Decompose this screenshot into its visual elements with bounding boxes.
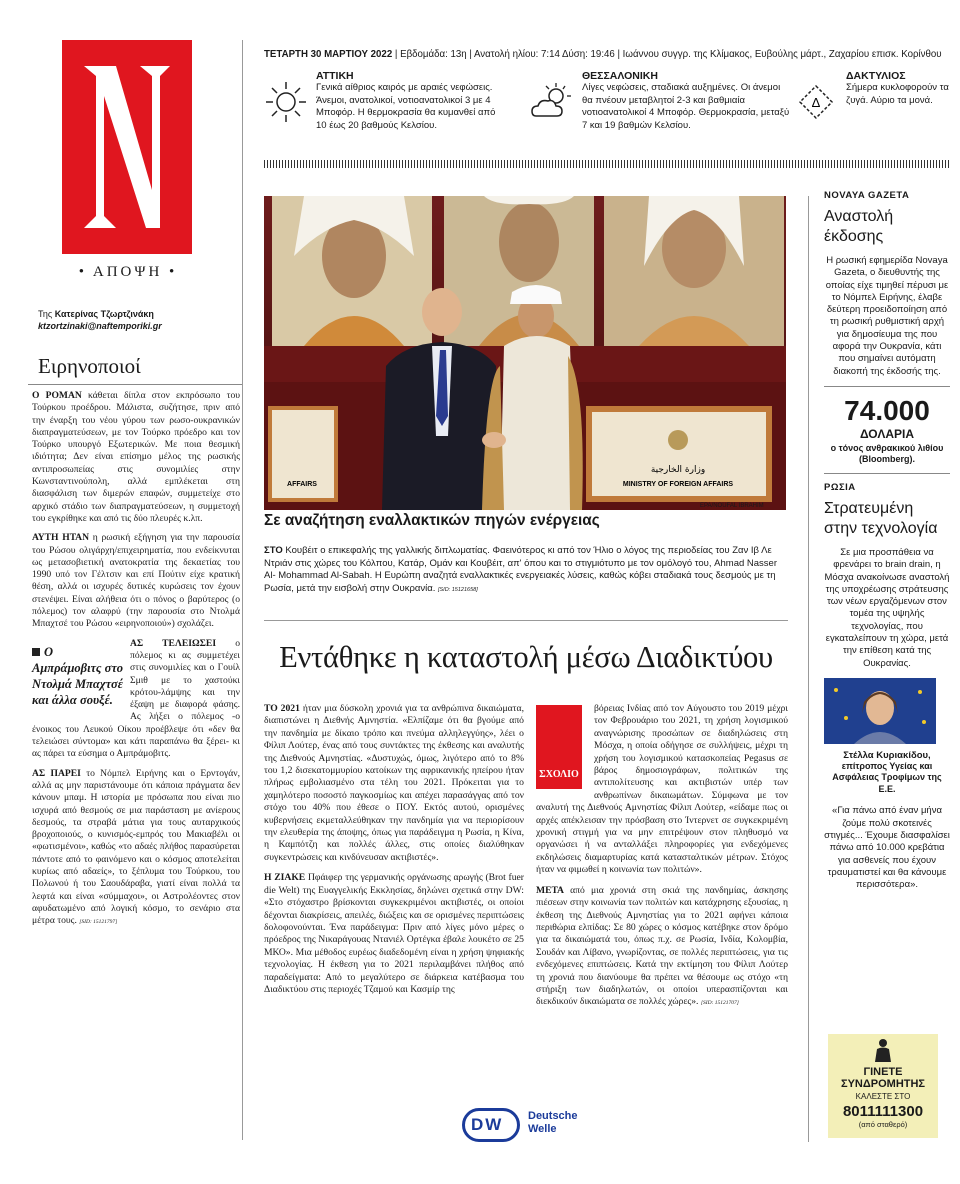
city-name: ΘΕΣΣΑΛΟΝΙΚΗ xyxy=(582,70,658,82)
sidebar-body: Η ρωσική εφημερίδα Novaya Gazeta, ο διευθυντής της οποίας είχε τιμηθεί πέρυσι με το Νόμπελ Ειρήνης, έλαβε δεύτερη προειδοποίηση από τη ρωσική ρυθμιστική αρχή για δημοσίευμα της που αφορά την Ουκρανία, κάτι που σημαίνει αυτόματη διακοπή της έκδοσής της. xyxy=(825,255,949,377)
reader-icon xyxy=(872,1038,894,1062)
lead-title: Σε αναζήτηση εναλλακτικών πηγών ενέργειας xyxy=(264,512,600,529)
logo-letter-n xyxy=(76,50,178,240)
weather-strip xyxy=(264,70,950,156)
stat-unit: ΔΟΛΑΡΙΑ xyxy=(860,426,914,441)
forecast-text: Σήμερα κυκλοφορούν τα ζυγά. Αύριο τα μονά. xyxy=(846,82,949,106)
sidebar-title: Αναστολή έκδοσης xyxy=(824,208,894,245)
sidebar-body: Σε μια προσπάθεια να φρενάρει το brain drain, η Μόσχα ανακοίνωσε αναστολή της υποχρέωσης στράτευσης των νέων εργαζόμενων στον τομέα της υψηλής τεχνολογίας, που εγκαταλείπουν τη χώρα, μετά την επίθεση κατά της Ουκρανίας. xyxy=(824,546,950,669)
photo-illustration xyxy=(264,196,786,510)
stat-note: ο τόνος ανθρακικού λιθίου (Bloomberg). xyxy=(830,442,944,464)
banner-text: AFFAIRS xyxy=(287,481,317,488)
paragraph xyxy=(536,885,788,1010)
sidebar-title: Στρατευμένη στην τεχνολογία xyxy=(824,499,938,537)
caption-text: Κουβέιτ ο επικεφαλής της γαλλικής διπλωματίας. Φαεινότερος κι από τον Ήλιο ο λόγος της περιοδείας του Ζαν Ιβ Λε Ντριάν στις χώρες του Κόλπου, Κατάρ, Ομάν και Κουβέιτ, απ' όπου και το στιγμιότυπο με τον ομόλογό του, Ahmad Nasser Al- Mohammad Al-Sabah. Η Ευρώπη αναζητά εναλλακτικές ενεργειακές λύσεις, καθώς κόβει σταδιακά τους δεσμούς με τη Ρωσία, μετά την εισβολή στην Ουκρανία. xyxy=(264,545,777,594)
paragraph xyxy=(32,532,240,630)
paragraph-lead: Η ΖΙΑΚΕ xyxy=(264,872,306,884)
subscribe-phone[interactable]: 8011111300 xyxy=(842,1103,924,1120)
comment-label: ΣΧΟΛΙΟ xyxy=(539,769,579,780)
stat-number: 74.000 xyxy=(844,394,930,426)
sidebar-kicker: ΡΩΣΙΑ xyxy=(824,481,856,493)
author-email: ktzortzinaki@naftemporiki.gr xyxy=(38,321,162,331)
article-column-1 xyxy=(264,703,524,1004)
dw-mark xyxy=(462,1108,520,1142)
paragraph-text: κάθεται δίπλα στον εκπρόσωπο του Τούρκου προέδρου. Μάλιστα, συζήτησε, πριν από την έναρξη του νέου γύρου των ρωσο-ουκρανικών διαπραγματεύσεων, με τον Τούρκο πρόεδρο και τον Τούρκο υπουργό Εξωτερικών. Με ποια θεσμική ιδιότητα; Δεν είναι επίσημο μέλος της ρωσικής αντιπροσωπείας στις συνομιλίες στην Κωνσταντινούπολη, αλλά εμπλέκεται στη διασφάλιση των διμερών επαφών, συμμετείχε στο αρχικό στάδιο των διαπραγματεύσεων, η συμμετοχή του εγκρίθηκε και από τις δύο πλευρές κ.λπ. xyxy=(32,390,240,524)
sidebar xyxy=(824,190,950,892)
person-quote: «Για πάνω από έναν μήνα ζούμε πολύ σκοτεινές στιγμές... Έχουμε διασφαλίσει πάνω από 10.000 κρεβάτια για ασθενείς που έχουν τραυματιστεί και θα κάνουμε περισσότερα». xyxy=(824,805,950,891)
byline xyxy=(38,308,238,332)
subscribe-line: ΓΙΝΕΤΕ xyxy=(863,1066,903,1078)
sun-icon xyxy=(264,80,308,124)
dw-name-line: Welle xyxy=(528,1123,557,1135)
traffic-ring xyxy=(794,70,950,110)
portrait-illustration xyxy=(824,678,936,744)
divider xyxy=(28,384,242,385)
sun-cloud-icon xyxy=(530,80,574,124)
forecast-text: Λίγες νεφώσεις, σταδιακά αυξημένες. Οι άνεμοι θα πνέουν μεταβλητοί 2-3 και βαθμιαία νοτιοανατολικοί 4 Μποφόρ. Θερμοκρασία, μεταξύ 7 και 19 βαθμών Κελσίου. xyxy=(582,82,790,131)
paragraph xyxy=(264,872,524,996)
dw-name-line: Deutsche xyxy=(528,1110,578,1122)
divider xyxy=(824,386,950,387)
lead-photo xyxy=(264,196,786,510)
portrait-photo xyxy=(824,678,936,744)
article-column-2 xyxy=(536,703,788,1018)
divider xyxy=(264,620,788,621)
column-divider xyxy=(808,196,809,1142)
paragraph-text: το Νόμπελ Ειρήνης και ο Ερντογάν, αλλά ας μην παριστάνουμε ότι κάποια πράγματα δεν κάνουν μπαμ. Η ιστορία με πρόσωπα που είναι πιο ισχυρά από θεσμούς σε μια παράσταση με ανίερους δεσμούς, τα στραβά μάτια για τους αυταρχικούς βροχοποιούς, ο κυνισμός-εμπρός του Μακιαβέλι οι «φωτισμένοι», καθώς «το αδαές πλήθος παρασύρεται πάντοτε από το φαινόμενο και ο κόσμος αποτελείται κυρίως από αδαείς», το ξέπλυμα του Τούρκου, του Πολωνού ή του Σαουδάραβα, γιατί είναι πολλά τα λεφτά και είναι «σύμμαχοι», οι Αστρολέοντες στον αφυδατωμένο από λογική κόσμο, το σενάριο στα μέτρα τους. xyxy=(32,767,241,927)
pullquote-text: Ο Αμπράμοβιτς στο Ντολμά Μπαχτσέ και άλλα σουξέ. xyxy=(32,644,123,707)
podium-text: MINISTRY OF FOREIGN AFFAIRS xyxy=(622,481,734,488)
city-name: ΑΤΤΙΚΗ xyxy=(316,70,354,82)
lead-caption xyxy=(264,545,788,596)
story-id: [SID: 15121707] xyxy=(700,1000,739,1007)
paragraph-text: η ρωσική εξήγηση για την παρουσία του Ρώσου ολιγάρχη/επιχειρηματία, που ενδείκνυται ως μετασοβιετική ανατοκρατία της δεκαετίας του 1990 υπό τον Γέλτσιν και επί Πούτιν είχε κρατική θέση, αλλά οι ισχυρές δυτικές κυρώσεις τον έχουν στενέψει. Είναι αλήθεια ότι ο πόνος ο βαρύτερος (ο πόλεμος) τον αλαφρύ (την παρουσία στο Ντολμά Μπαχτσέ του Ρώσου «ειρηνοποιού») σχολάζει. xyxy=(32,532,240,630)
newspaper-logo xyxy=(62,40,192,254)
dateline xyxy=(264,48,950,62)
byline-prefix: Της xyxy=(38,309,53,319)
author-name: Κατερίνας Τζωρτζινάκη xyxy=(54,309,154,319)
story-id: [SID: 15121658] xyxy=(437,586,478,593)
subscribe-line: ΣΥΝΔΡΟΜΗΤΗΣ xyxy=(840,1078,926,1090)
paragraph-text: ήταν μια δύσκολη χρονιά για τα ανθρώπινα δικαιώματα, διαπιστώνει η Διεθνής Αμνηστία. «Ελπίζαμε ότι θα βγούμε από την πανδημία με δίκαιο τρόπο και πνεύμα αλληλεγγύης», λέει ο Φίλιπ Λούτερ, ένας από τους συντάκτες της έκθεσης και αναλυτής της Διεθνούς Αμνηστίας. «Δυστυχώς, όμως, λιγότερο από το 8% του 1,2 δισεκατομμυρίου κατοίκων της αφρικανικής ηπείρου ήταν πλήρως εμβολιασμένο στα τέλη του 2021. Πρόκειται για το χαμηλότερο ποσοστό παγκοσμίως και απέχει παρασάγγας από τον στόχο του 40% που έθεσε ο ΠΟΥ. Εκτός αυτού, ορισμένες κυβερνήσεις εκμεταλλεύθηκαν την πανδημία για να περιορίσουν την ελευθερία της άποψης, όπως για παράδειγμα η Ρωσία, η Κίνα, η Καμπότζη και πολλές άλλες, στις οποίες διαλύθηκαν συγκεντρώσεις και κινδύνευσαν ακτιβιστές». xyxy=(264,703,525,863)
podium-arabic: وزارة الخارجية xyxy=(650,465,706,475)
square-bullet-icon xyxy=(32,648,40,656)
pullquote xyxy=(32,644,124,708)
city-name: ΔΑΚΤΥΛΙΟΣ xyxy=(846,70,906,82)
ring-badge: Δ xyxy=(811,95,821,110)
paragraph-text: βόρειας Ινδίας από τον Αύγουστο του 2019 μέχρι τον Φεβρουάριο του 2021, τη χρήση λογισμικού αναγνώρισης προσώπων σε διαδηλώσεις στη Μόσχα, η οποία οδήγησε σε συλλήψεις, μέχρι τη χρήση του λογισμικού κατασκοπείας Pegasus σε βάρος δημοσιογράφων, πολιτικών της αντιπολίτευσης και ακτιβιστών υπέρ των ανθρωπίνων δικαιωμάτων. Σύμφωνα με τον αναλυτή της Διεθνούς Αμνηστίας Φίλιπ Λούτερ, «είδαμε πως οι αρχές απέκλεισαν την πρόσβαση στο Ίντερνετ σε συγκεκριμένη χρονική στιγμή για να μην επιτρέψουν στον πληθυσμό να οργανώσει ή να ανταλλάξει πληροφορίες για ενδεχόμενες εκδηλώσεις διαμαρτυρίας κατά κατασταλτικών μέτρων. Στόχος ήταν να φιμωθεί η κοινωνία των πολιτών». xyxy=(536,703,788,876)
subscribe-call: ΚΑΛΕΣΤΕ ΣΤΟ xyxy=(855,1092,911,1101)
subscribe-box[interactable] xyxy=(828,1034,938,1138)
dw-name xyxy=(528,1110,578,1136)
dotted-divider xyxy=(264,160,950,168)
story-id: [SID: 15121797] xyxy=(79,919,118,926)
dw-mark-text: DW xyxy=(471,1115,504,1134)
paragraph-lead: ΑΣ ΠΑΡΕΙ xyxy=(32,767,81,779)
divider xyxy=(824,473,950,474)
paragraph-lead: ΜΕΤΑ xyxy=(536,884,564,896)
opinion-title: Ειρηνοποιοί xyxy=(38,354,141,378)
paragraph-lead: Ο ΡΟΜΑΝ xyxy=(32,390,82,401)
paragraph xyxy=(264,703,524,864)
article-headline: Εντάθηκε η καταστολή μέσω Διαδικτύου xyxy=(279,640,773,674)
weather-thessaloniki xyxy=(530,70,792,132)
forecast-text: Γενικά αίθριος καιρός με αραιές νεφώσεις. Άνεμοι, ανατολικοί, νοτιοανατολικοί 3 με 4 Μποφόρ. Η θερμοκρασία θα κυμανθεί από 10 έως 20 βαθμούς Κελσίου. xyxy=(316,82,496,131)
paragraph-lead: ΑΣ ΤΕΛΕΙΩΣΕΙ xyxy=(130,637,217,649)
paragraph xyxy=(32,768,240,929)
column-divider xyxy=(242,40,243,1140)
subscribe-note: (από σταθερό) xyxy=(858,1120,908,1129)
paragraph-text: από μια χρονιά στη σκιά της πανδημίας, άσκησης πιέσεων στην κοινωνία των πολιτών και κατάχρησης εξουσίας, η έκθεση της Διεθνούς Αμνηστίας για το 2021 αφήνει κάποια περιθώρια ελπίδας: Σε 80 χώρες ο κόσμος κατέβηκε στον δρόμο για τα δικαιώματά του, όπως π.χ. σε Ρωσία, Ινδία, Κολομβία, Σουδάν και Λίβανο, γνωρίζοντας, σε πολλές περιπτώσεις, για τις ενδεχόμενες επιπτώσεις. Κατά την εκτίμηση του Φίλιπ Λούτερ τη χρονιά που διανύουμε θα πρέπει να θέσουμε ως στόχο «τη στήριξη των διαδηλωτών, οι οποίοι υπερασπίζονται και διεκδικούν δικαιώματα σε πολλές χώρες». xyxy=(536,884,788,1008)
opinion-column xyxy=(28,38,242,1148)
weather-attica xyxy=(264,70,500,132)
paragraph-text: ο πόλεμος κι ας συμμετέχει στις συνομιλίες και ο Γουίλ Σμιθ με το χαστούκι κρότου-λάμψης και την έξαψη με διαφορά φάσης. Ας λήξει ο πόλεμος -ο ένοικος του Λευκού Οίκου προέβλεψε ότι «δεν θα τελειώσει σύντομα» και κάτι παραπάνω θα ξέρει- κι ας πάρει τα εύσημα ο Αμπράμοβιτς. xyxy=(32,637,240,760)
paragraph-text: Πφάιφερ της γερμανικής οργάνωσης αρωγής (Brot fuer die Welt) της Ευαγγελικής Εκκλησίας, δηλώνει σχετικά στην DW: «Στο στόχαστρο βρίσκονται συγκεκριμένοι ακτιβιστές, οι οποίοι δέχονται διακρίσεις, απειλές, διώξεις και σε ορισμένες περιπτώσεις δολοφονούνται. Ένα παράδειγμα: Πριν από λίγες μόνο μέρες ο πρόεδρος της Νικαράγουας Ντανιέλ Ορτέγκα έβαλε λουκέτο σε 25 ΜΚΟ». Μια μέθοδος ευρέως διαδεδομένη είναι η χρήση ψηφιακής τεχνολογίας. Η έκθεση για το 2021 περιλαμβάνει πλήθος από παραδείγματα: Από το μεγαλύτερο σε διάρκεια κατέβασμα του Διαδικτύου στις περιοχές Τζαμού και Κασμίρ της xyxy=(264,872,524,995)
dw-logo xyxy=(462,1108,622,1142)
comment-tag xyxy=(536,705,586,789)
dateline-details: | Εβδομάδα: 13η | Ανατολή ηλίου: 7:14 Δύση: 19:46 | Ιωάννου συγγρ. της Κλίμακος, Ευβούλης μάρτ., Ζαχαρίου επισκ. Κορίνθου xyxy=(392,49,942,60)
date: ΤΕΤΑΡΤΗ 30 ΜΑΡΤΙΟΥ 2022 xyxy=(264,49,393,60)
photo-credit: EPA/NOUFAL IBRAHIM xyxy=(700,503,764,509)
section-label: • ΑΠΟΨΗ • xyxy=(78,264,178,280)
ring-road-icon xyxy=(794,80,838,124)
caption-lead: ΣΤΟ xyxy=(264,545,283,556)
opinion-body xyxy=(32,390,240,935)
paragraph-lead: ΤΟ 2021 xyxy=(264,703,300,714)
person-role: επίτροπος Υγείας και Ασφάλειας Τροφίμων της Ε.Ε. xyxy=(832,760,942,794)
person-name: Στέλλα Κυριακίδου, xyxy=(843,749,931,761)
sidebar-kicker: NOVAYA GAZETA xyxy=(824,190,910,201)
paragraph xyxy=(32,390,240,525)
paragraph-lead: ΑΥΤΗ ΗΤΑΝ xyxy=(32,532,90,544)
